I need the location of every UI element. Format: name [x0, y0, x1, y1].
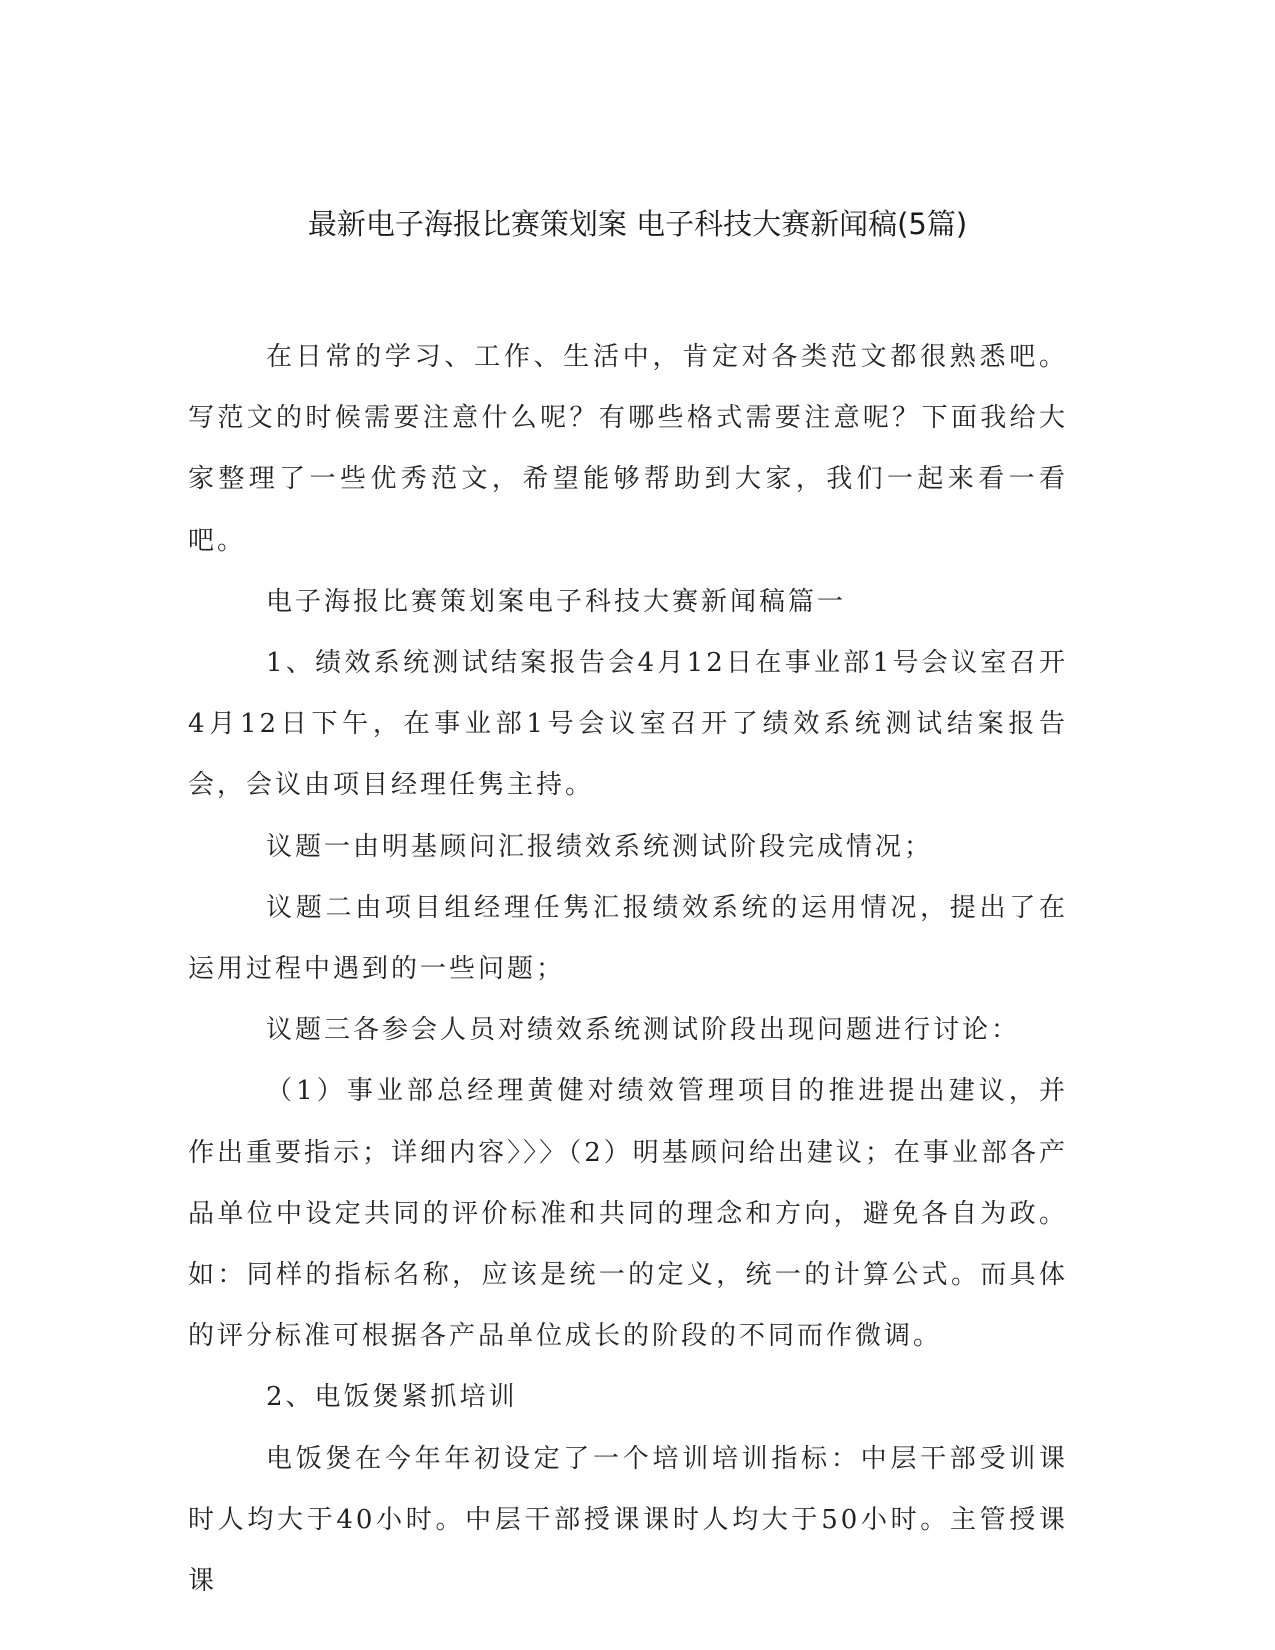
document-body	[188, 327, 1068, 1612]
document-title: 最新电子海报比赛策划案 电子科技大赛新闻稿(5篇)	[307, 207, 968, 241]
agenda-item-1: 议题一由明基顾问汇报绩效系统测试阶段完成情况；	[266, 831, 934, 862]
section-heading: 电子海报比赛策划案电子科技大赛新闻稿篇一	[266, 586, 847, 617]
item-2-heading: 2、电饭煲紧抓培训	[266, 1382, 518, 1413]
item-1-paragraph: 1、绩效系统测试结案报告会4月12日在事业部1号会议室召开4月12日下午，在事业部1号会议室召开了绩效系统测试结案报告会，会议由项目经理任隽主持。	[188, 648, 1068, 801]
agenda-item-3: 议题三各参会人员对绩效系统测试阶段出现问题进行讨论：	[266, 1015, 1021, 1046]
suggestions-paragraph: （1）事业部总经理黄健对绩效管理项目的推进提出建议，并作出重要指示；详细内容〉〉〉（2）明基顾问给出建议；在事业部各产品单位中设定共同的评价标准和共同的理念和方向，避免各自为政。如：同样的指标名称，应该是统一的定义，统一的计算公式。而具体的评分标准可根据各产品单位成长的阶段的不同而作微调。	[188, 1076, 1068, 1352]
agenda-item-2: 议题二由项目组经理任隽汇报绩效系统的运用情况，提出了在运用过程中遇到的一些问题；	[188, 892, 1068, 985]
training-paragraph: 电饭煲在今年年初设定了一个培训培训指标：中层干部受训课时人均大于40小时。中层干部授课课时人均大于50小时。主管授课课	[188, 1443, 1068, 1597]
intro-paragraph: 在日常的学习、工作、生活中，肯定对各类范文都很熟悉吧。写范文的时候需要注意什么呢？有哪些格式需要注意呢？下面我给大家整理了一些优秀范文，希望能够帮助到大家，我们一起来看一看吧。	[188, 342, 1068, 556]
